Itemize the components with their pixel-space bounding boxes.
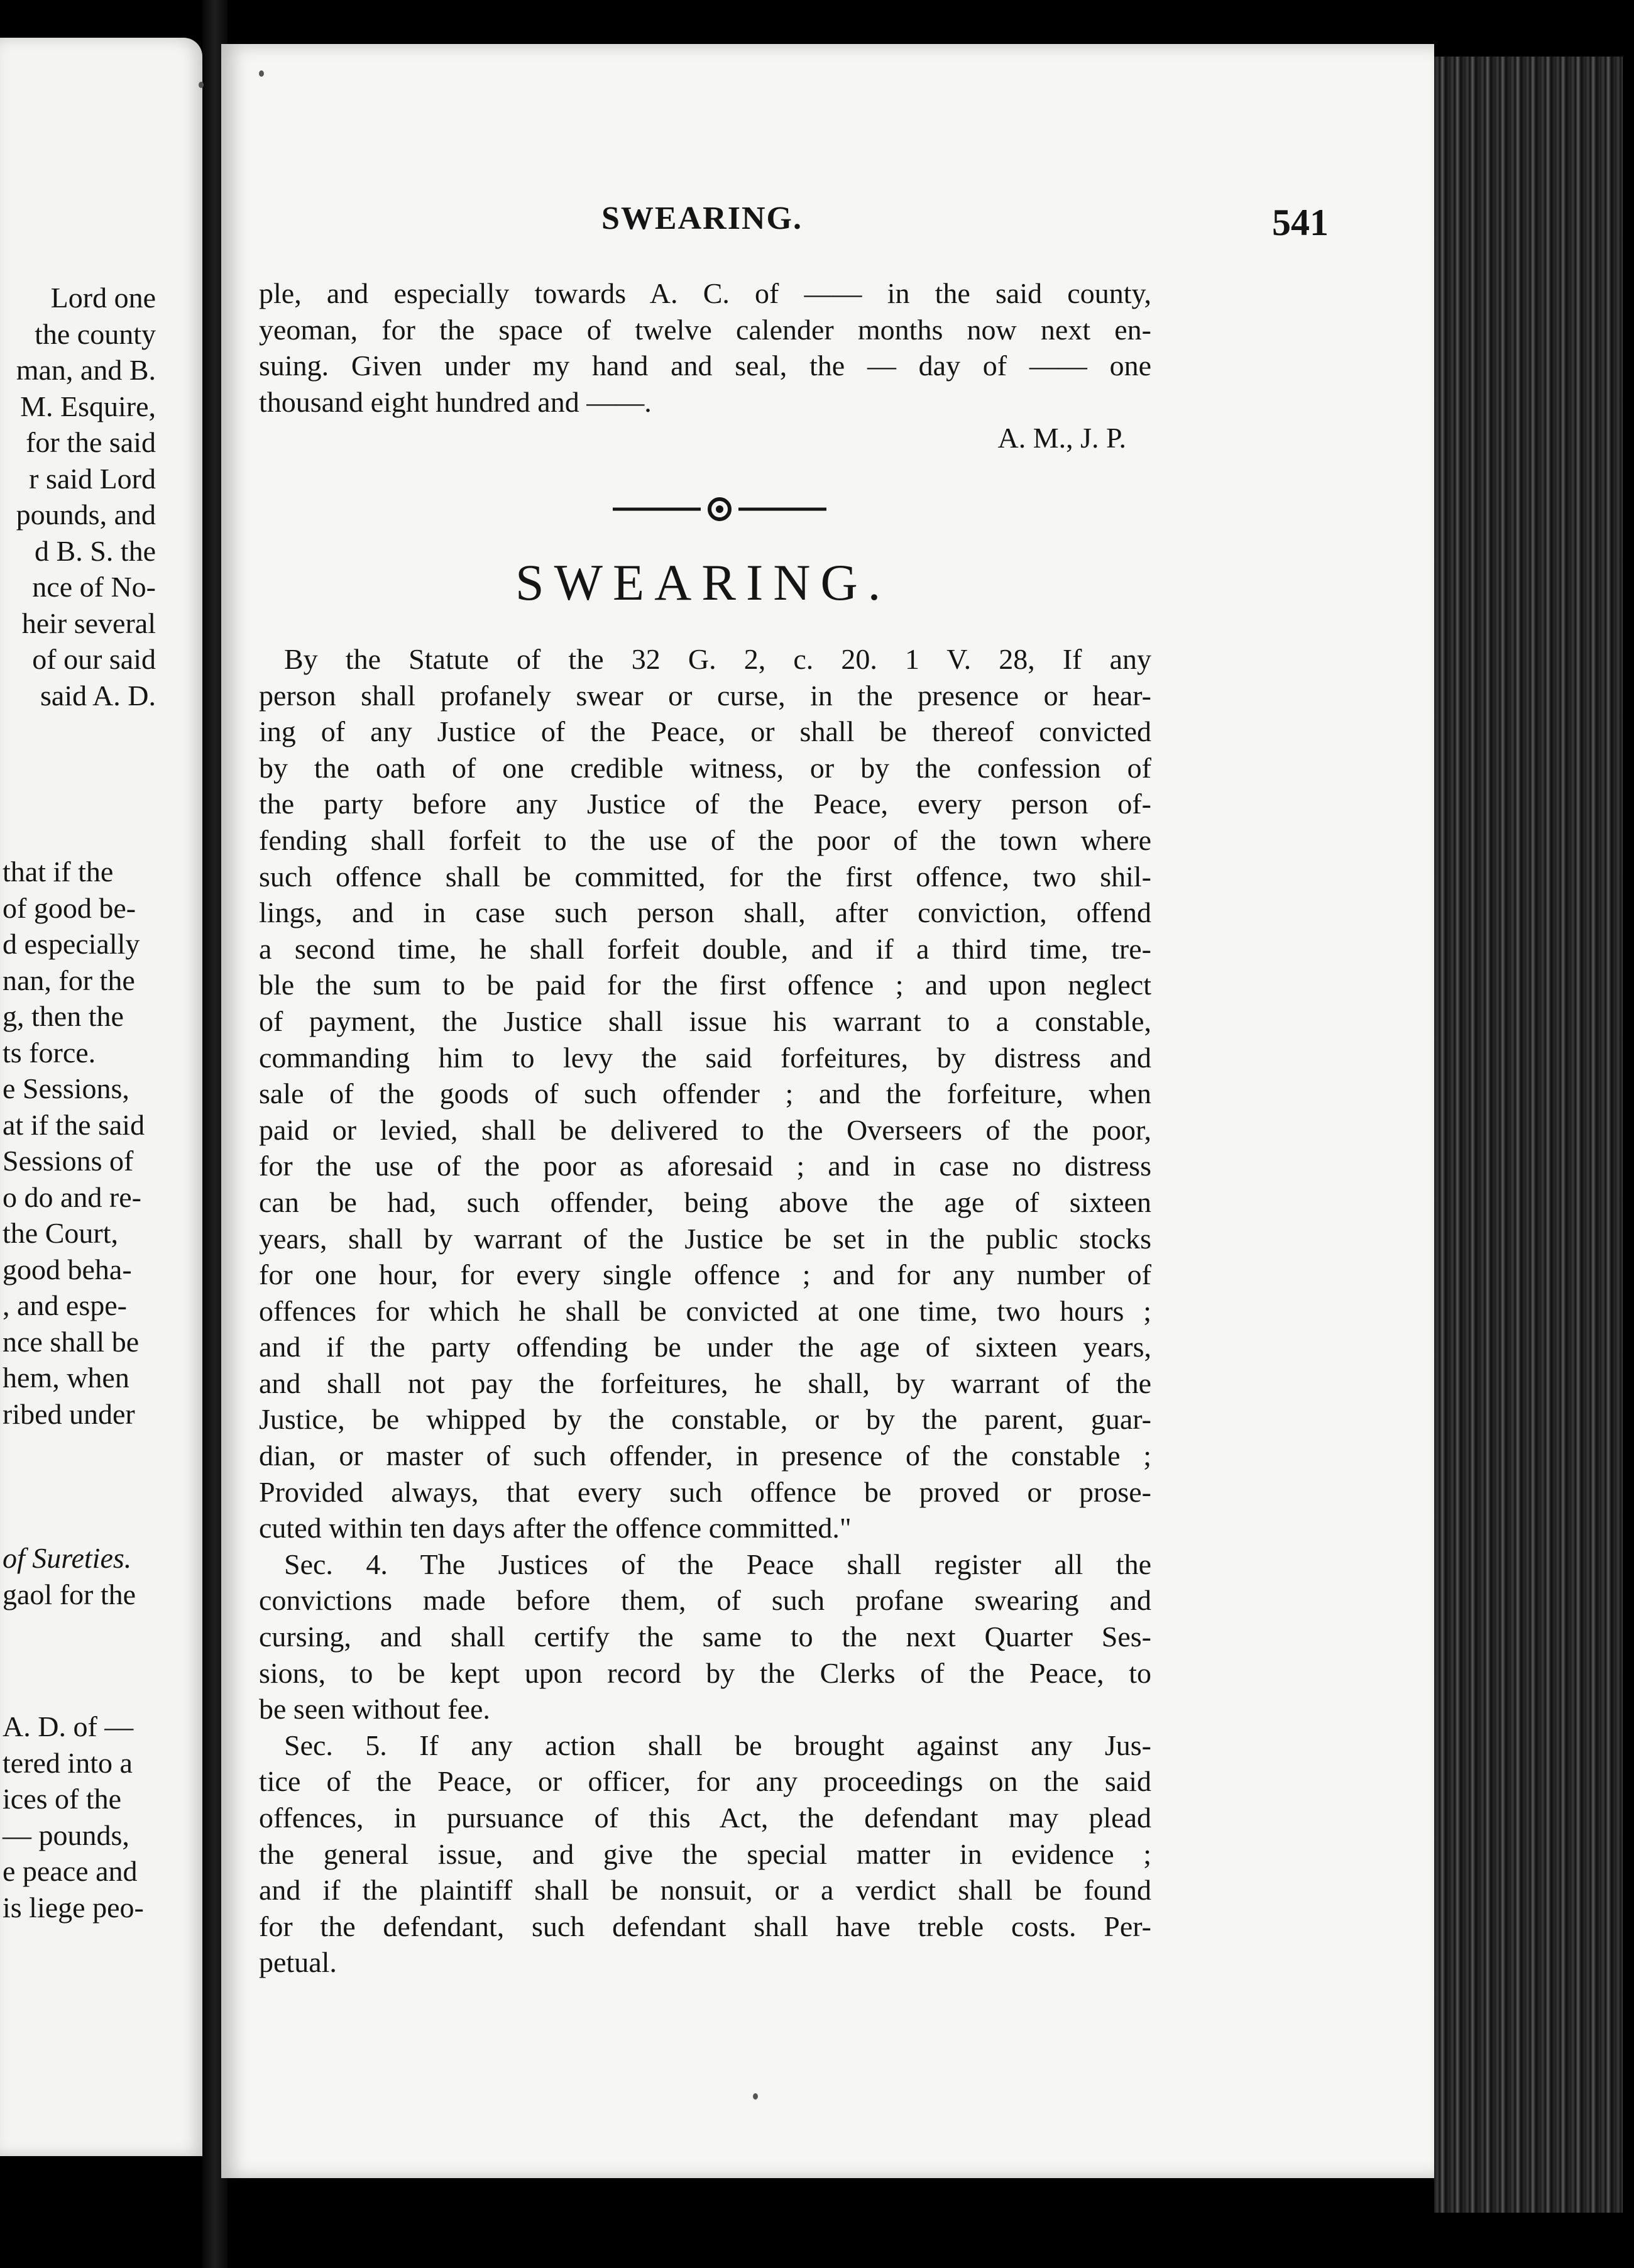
running-title: SWEARING. <box>601 201 803 236</box>
left-fragment-line: ices of the <box>3 1783 122 1815</box>
left-fragment-line: Lord one <box>50 282 156 314</box>
left-fragment-line: e Sessions, <box>3 1072 129 1104</box>
left-fragment-line: of our said <box>32 643 156 675</box>
statute-line: for one hour, for every single offence ; and for any number of <box>259 1258 1151 1291</box>
left-fragment-line: nce of No- <box>32 571 156 603</box>
left-fragment-line: tered into a <box>3 1746 133 1779</box>
statute-line: cuted within ten days after the offence committed." <box>259 1512 852 1544</box>
left-fragment-line: heir several <box>21 607 156 639</box>
statute-line: sale of the goods of such offender ; and the forfeiture, when <box>259 1077 1151 1110</box>
statute-line: By the Statute of the 32 G. 2, c. 20. 1 V. 28, If any <box>284 643 1151 675</box>
statute-line: Sec. 5. If any action shall be brought against any Jus- <box>284 1729 1151 1761</box>
statute-line: tice of the Peace, or officer, for any proceedings on the said <box>259 1765 1151 1798</box>
page-number: 541 <box>1272 202 1329 243</box>
statute-line: such offence shall be committed, for the first offence, two shil- <box>259 860 1151 893</box>
left-fragment-line: of Sureties. <box>3 1542 132 1574</box>
statute-line: of payment, the Justice shall issue his warrant to a constable, <box>259 1005 1151 1037</box>
left-fragment-line: man, and B. <box>16 354 156 386</box>
page-edge-stack <box>1434 57 1623 2213</box>
statute-line: convictions made before them, of such profane swearing and <box>259 1584 1151 1617</box>
left-fragment-line: o do and re- <box>3 1181 141 1213</box>
statute-line: Provided always, that every such offence be proved or prose- <box>259 1475 1151 1508</box>
statute-line: years, shall by warrant of the Justice be set in the public stocks <box>259 1222 1151 1255</box>
statute-line: and if the party offending be under the age of sixteen years, <box>259 1331 1151 1363</box>
left-fragment-line: pounds, and <box>16 498 156 531</box>
statute-line: offences for which he shall be convicted at one time, two hours ; <box>259 1294 1151 1327</box>
left-fragment-line: Sessions of <box>3 1145 134 1177</box>
left-fragment-line: — pounds, <box>3 1819 129 1851</box>
left-fragment-line: at if the said <box>3 1108 145 1141</box>
statute-line: by the oath of one credible witness, or by the confession of <box>259 751 1151 784</box>
left-fragment-line: good beha- <box>3 1253 132 1285</box>
statute-line: lings, and in case such person shall, after conviction, offend <box>259 896 1151 929</box>
statute-line: ing of any Justice of the Peace, or shall be thereof convicted <box>259 715 1151 748</box>
recognizance-line: ple, and especially towards A. C. of —— in the said county, <box>259 277 1151 309</box>
left-fragment-line: the county <box>35 317 156 350</box>
left-fragment-line: nan, for the <box>3 964 135 996</box>
recognizance-line: suing. Given under my hand and seal, the — day of —— one <box>259 350 1151 382</box>
section-title: SWEARING. <box>515 554 891 611</box>
statute-line: can be had, such offender, being above the age of sixteen <box>259 1186 1151 1218</box>
statute-line: offences, in pursuance of this Act, the defendant may plead <box>259 1802 1151 1834</box>
statute-line: a second time, he shall forfeit double, and if a third time, tre- <box>259 932 1151 965</box>
left-fragment-line: that if the <box>3 856 114 888</box>
left-fragment-line: e peace and <box>3 1855 138 1887</box>
statute-line: person shall profanely swear or curse, in the presence or hear- <box>259 679 1151 712</box>
statute-line: the general issue, and give the special matter in evidence ; <box>259 1837 1151 1870</box>
statute-line: ble the sum to be paid for the first offence ; and upon neglect <box>259 969 1151 1001</box>
recognizance-form <box>259 275 1151 456</box>
left-fragment-line: the Court, <box>3 1217 118 1249</box>
statute-text <box>259 641 1151 1981</box>
statute-line: dian, or master of such offender, in presence of the constable ; <box>259 1440 1151 1472</box>
left-fragment-line: d especially <box>3 928 140 960</box>
left-fragment-line: r said Lord <box>29 462 156 495</box>
left-page-fragment <box>0 38 202 2156</box>
recognizance-line: thousand eight hundred and ——. <box>259 385 652 418</box>
print-speck <box>199 82 204 88</box>
statute-line: Sec. 4. The Justices of the Peace shall register all the <box>284 1548 1151 1580</box>
statute-line: sions, to be kept upon record by the Clerks of the Peace, to <box>259 1656 1151 1689</box>
statute-line: the party before any Justice of the Peace, every person of- <box>259 788 1151 820</box>
section-divider-ornament <box>613 497 826 522</box>
statute-line: petual. <box>259 1946 337 1979</box>
print-speck <box>259 70 264 77</box>
left-fragment-line: hem, when <box>3 1362 129 1394</box>
statute-line: and shall not pay the forfeitures, he shall, by warrant of the <box>259 1367 1151 1399</box>
statute-line: for the use of the poor as aforesaid ; and in case no distress <box>259 1150 1151 1182</box>
left-fragment-line: is liege peo- <box>3 1891 144 1924</box>
left-fragment-line: of good be- <box>3 891 136 924</box>
left-fragment-line: ts force. <box>3 1036 96 1069</box>
statute-line: for the defendant, such defendant shall have treble costs. Per- <box>259 1910 1151 1942</box>
left-fragment-line: d B. S. the <box>35 534 156 567</box>
statute-line: be seen without fee. <box>259 1693 490 1726</box>
recognizance-signature: A. M., J. P. <box>997 422 1126 454</box>
left-fragment-line: for the said <box>26 426 156 458</box>
statute-line: and if the plaintiff shall be nonsuit, or a verdict shall be found <box>259 1874 1151 1907</box>
left-fragment-line: g, then the <box>3 1000 124 1032</box>
recognizance-line: yeoman, for the space of twelve calender months now next en- <box>259 313 1151 346</box>
statute-line: Justice, be whipped by the constable, or by the parent, guar- <box>259 1403 1151 1436</box>
left-fragment-line: said A. D. <box>40 679 156 712</box>
left-fragment-line: ribed under <box>3 1397 135 1430</box>
print-speck <box>753 2093 758 2100</box>
left-fragment-line: A. D. of — <box>3 1710 134 1742</box>
left-fragment-line: M. Esquire, <box>20 390 156 422</box>
left-fragment-line: , and espe- <box>3 1289 127 1321</box>
statute-line: fending shall forfeit to the use of the poor of the town where <box>259 823 1151 856</box>
statute-line: commanding him to levy the said forfeitures, by distress and <box>259 1041 1151 1074</box>
statute-line: cursing, and shall certify the same to the next Quarter Ses- <box>259 1621 1151 1653</box>
statute-line: paid or levied, shall be delivered to the Overseers of the poor, <box>259 1113 1151 1146</box>
left-fragment-line: nce shall be <box>3 1325 140 1358</box>
left-fragment-line: gaol for the <box>3 1578 136 1610</box>
